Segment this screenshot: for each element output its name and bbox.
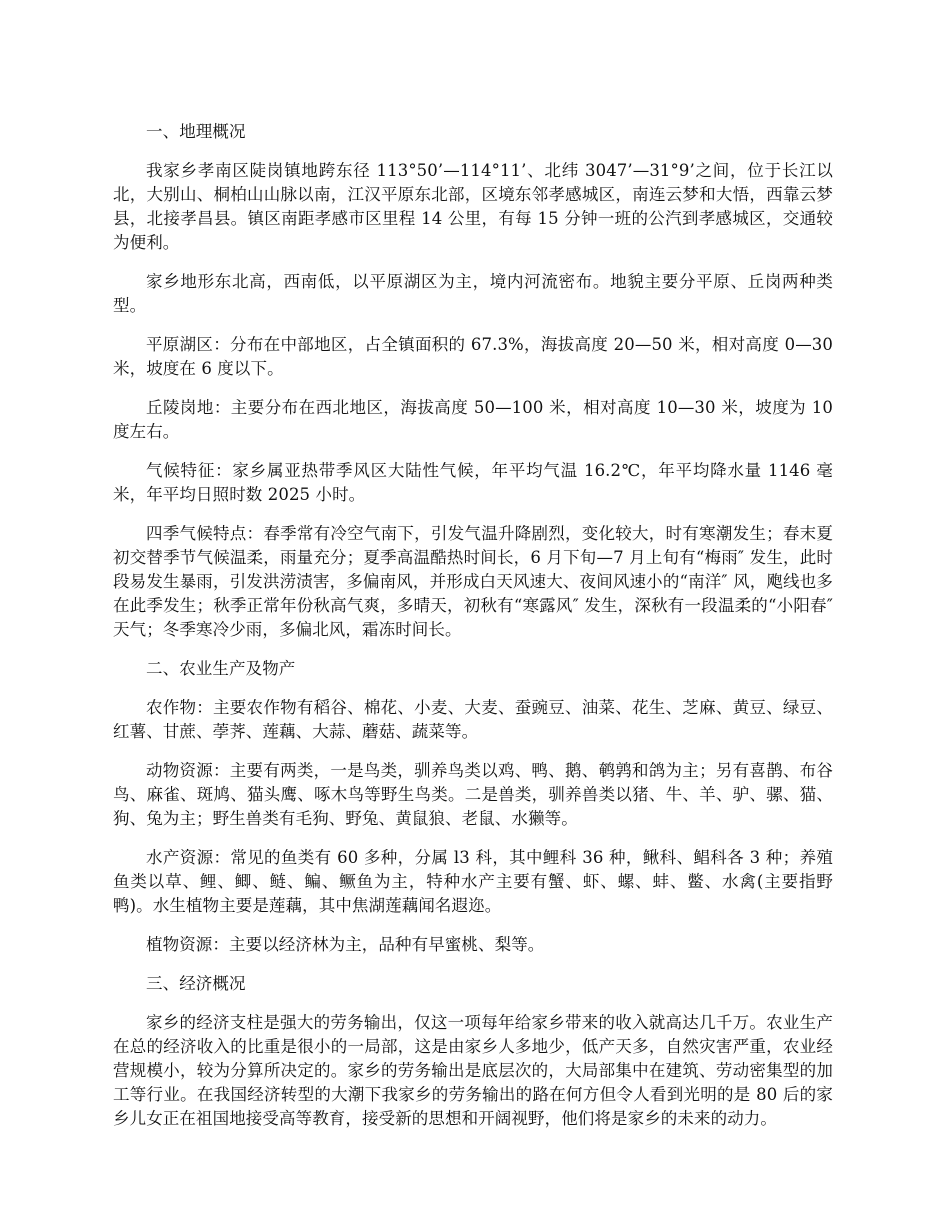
paragraph-aquatic: 水产资源：常见的鱼类有 60 多种，分属 l3 科，其中鲤科 36 种，鳅科、鲳科各 3 种；养殖鱼类以草、鲤、鲫、鲢、鳊、鳜鱼为主，特种水产主要有蟹、虾、螺、蚌、鳖、水禽(主要指野鸭)。水生植物主要是莲藕，其中焦湖莲藕闻名遐迩。 xyxy=(113,848,833,915)
paragraph-animals: 动物资源：主要有两类，一是鸟类，驯养鸟类以鸡、鸭、鹅、鹌鹑和鸽为主；另有喜鹊、布谷鸟、麻雀、斑鸠、猫头鹰、啄木鸟等野生鸟类。二是兽类，驯养兽类以猪、牛、羊、驴、骡、猫、狗、兔为主；野生兽类有毛狗、野兔、黄鼠狼、老鼠、水獭等。 xyxy=(113,761,833,828)
paragraph-plain-lake: 平原湖区：分布在中部地区，占全镇面积的 67.3%，海拔高度 20—50 米，相对高度 0—30 米，坡度在 6 度以下。 xyxy=(113,335,833,378)
paragraph-terrain: 家乡地形东北高，西南低，以平原湖区为主，境内河流密布。地貌主要分平原、丘岗两种类型。 xyxy=(113,272,833,315)
section-heading-geography: 一、地理概况 xyxy=(146,122,246,141)
section-heading-agriculture: 二、农业生产及物产 xyxy=(146,659,296,678)
section-heading-economy: 三、经济概况 xyxy=(146,974,246,993)
paragraph-plants: 植物资源：主要以经济林为主，品种有早蜜桃、梨等。 xyxy=(146,935,545,954)
paragraph-climate: 气候特征：家乡属亚热带季风区大陆性气候，年平均气温 16.2℃，年平均降水量 1146 毫米，年平均日照时数 2025 小时。 xyxy=(113,461,833,504)
paragraph-seasons: 四季气候特点：春季常有冷空气南下，引发气温升降剧烈，变化较大，时有寒潮发生；春末夏初交替季节气候温柔，雨量充分；夏季高温酷热时间长，6 月下旬—7 月上旬有“梅雨″ 发生，此时段易发生暴雨，引发洪涝渍害，多偏南风，并形成白天风速大、夜间风速小的“南洋″ 风，飑线也多在此季发生；秋季正常年份秋高气爽，多晴天，初秋有“寒露风″ 发生，深秋有一段温柔的“小阳春″ 天气；冬季寒冷少雨，多偏北风，霜冻时间长。 xyxy=(113,524,833,639)
document-body xyxy=(113,120,833,1146)
paragraph-economy: 家乡的经济支柱是强大的劳务输出，仅这一项每年给家乡带来的收入就高达几千万。农业生产在总的经济收入的比重是很小的一局部，这是由家乡人多地少，低产天多，自然灾害严重，农业经营规模小，较为分算所决定的。家乡的劳务输出是底层次的，大局部集中在建筑、劳动密集型的加工等行业。在我国经济转型的大潮下我家乡的劳务输出的路在何方但令人看到光明的是 80 后的家乡儿女正在祖国地接受高等教育，接受新的思想和开阔视野，他们将是家乡的未来的动力。 xyxy=(113,1013,833,1128)
paragraph-hills: 丘陵岗地：主要分布在西北地区，海拔高度 50—100 米，相对高度 10—30 米，坡度为 10 度左右。 xyxy=(113,398,833,441)
paragraph-crops: 农作物：主要农作物有稻谷、棉花、小麦、大麦、蚕豌豆、油菜、花生、芝麻、黄豆、绿豆、红薯、甘蔗、荸荠、莲藕、大蒜、蘑菇、蔬菜等。 xyxy=(113,698,833,741)
paragraph-location: 我家乡孝南区陡岗镇地跨东径 113°50’—114°11’、北纬 3047’—31°9’之间，位于长江以北，大别山、桐柏山山脉以南，江汉平原东北部，区境东邻孝感城区，南连云梦和大悟，西靠云梦县，北接孝昌县。镇区南距孝感市区里程 14 公里，有每 15 分钟一班的公汽到孝感城区，交通较为便利。 xyxy=(113,161,833,252)
